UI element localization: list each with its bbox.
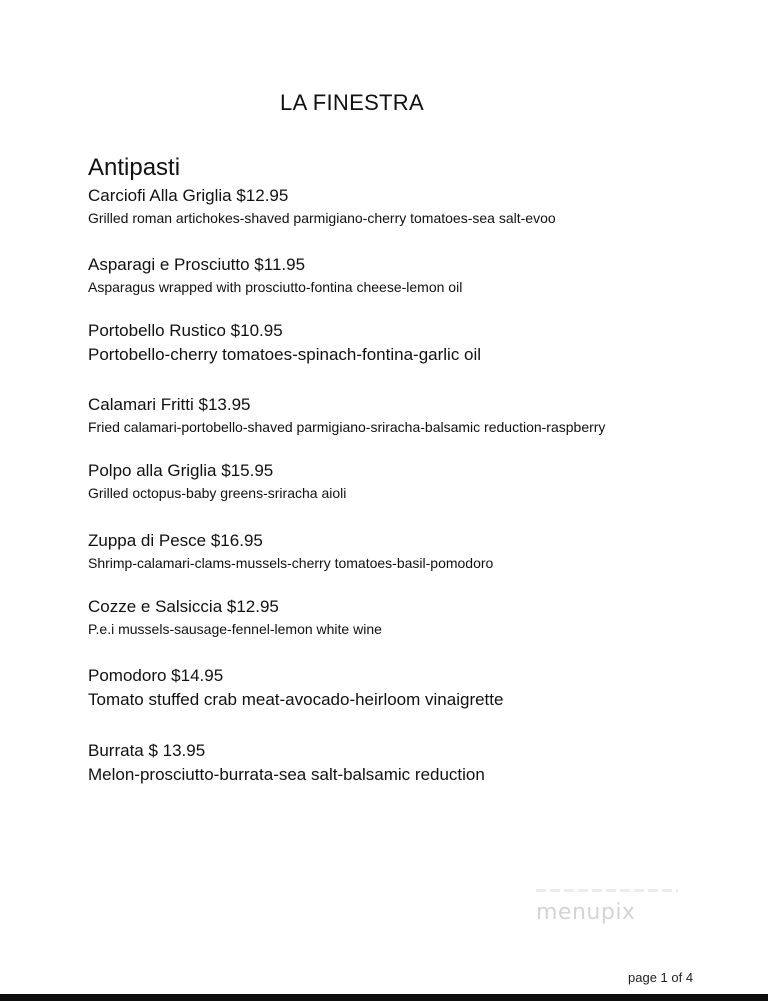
menu-item <box>88 320 708 366</box>
watermark-decoration <box>536 889 678 892</box>
menu-item-name: Portobello Rustico $10.95 <box>88 321 283 340</box>
menu-item-description: Portobello-cherry tomatoes-spinach-fontina-garlic oil <box>88 345 482 364</box>
menu-item-description: Grilled roman artichokes-shaved parmigiano-cherry tomatoes-sea salt-evoo <box>88 210 556 226</box>
menu-item-description: Grilled octopus-baby greens-sriracha aioli <box>88 485 347 501</box>
menu-item-name: Burrata $ 13.95 <box>88 741 206 760</box>
menu-item <box>88 460 708 503</box>
menu-item <box>88 596 708 639</box>
menu-item-name: Pomodoro $14.95 <box>88 666 224 685</box>
menu-item-description: Shrimp-calamari-clams-mussels-cherry tomatoes-basil-pomodoro <box>88 555 494 571</box>
menu-item <box>88 394 708 437</box>
section-heading-antipasti: Antipasti <box>88 154 181 181</box>
page-number: page 1 of 4 <box>628 970 694 985</box>
menu-item-name: Zuppa di Pesce $16.95 <box>88 531 263 550</box>
menu-item <box>88 740 708 786</box>
menu-item <box>88 185 708 228</box>
menu-item-description: Tomato stuffed crab meat-avocado-heirloom vinaigrette <box>88 690 504 709</box>
menu-item-name: Calamari Fritti $13.95 <box>88 395 251 414</box>
restaurant-name: LA FINESTRA <box>280 90 424 115</box>
menu-item-description: Asparagus wrapped with prosciutto-fontina cheese-lemon oil <box>88 279 463 295</box>
menu-item <box>88 665 708 711</box>
menu-item-description: Melon-prosciutto-burrata-sea salt-balsamic reduction <box>88 765 485 784</box>
bottom-border <box>0 994 768 1001</box>
watermark-logo: menupix <box>536 900 636 925</box>
menu-item <box>88 254 708 297</box>
menu-item-name: Polpo alla Griglia $15.95 <box>88 461 274 480</box>
menu-item-description: P.e.i mussels-sausage-fennel-lemon white wine <box>88 621 382 637</box>
menu-item-name: Cozze e Salsiccia $12.95 <box>88 597 279 616</box>
menu-item-name: Carciofi Alla Griglia $12.95 <box>88 186 289 205</box>
menu-item <box>88 530 708 573</box>
menu-item-name: Asparagi e Prosciutto $11.95 <box>88 255 306 274</box>
menu-item-description: Fried calamari-portobello-shaved parmigiano-sriracha-balsamic reduction-raspberry <box>88 419 606 435</box>
